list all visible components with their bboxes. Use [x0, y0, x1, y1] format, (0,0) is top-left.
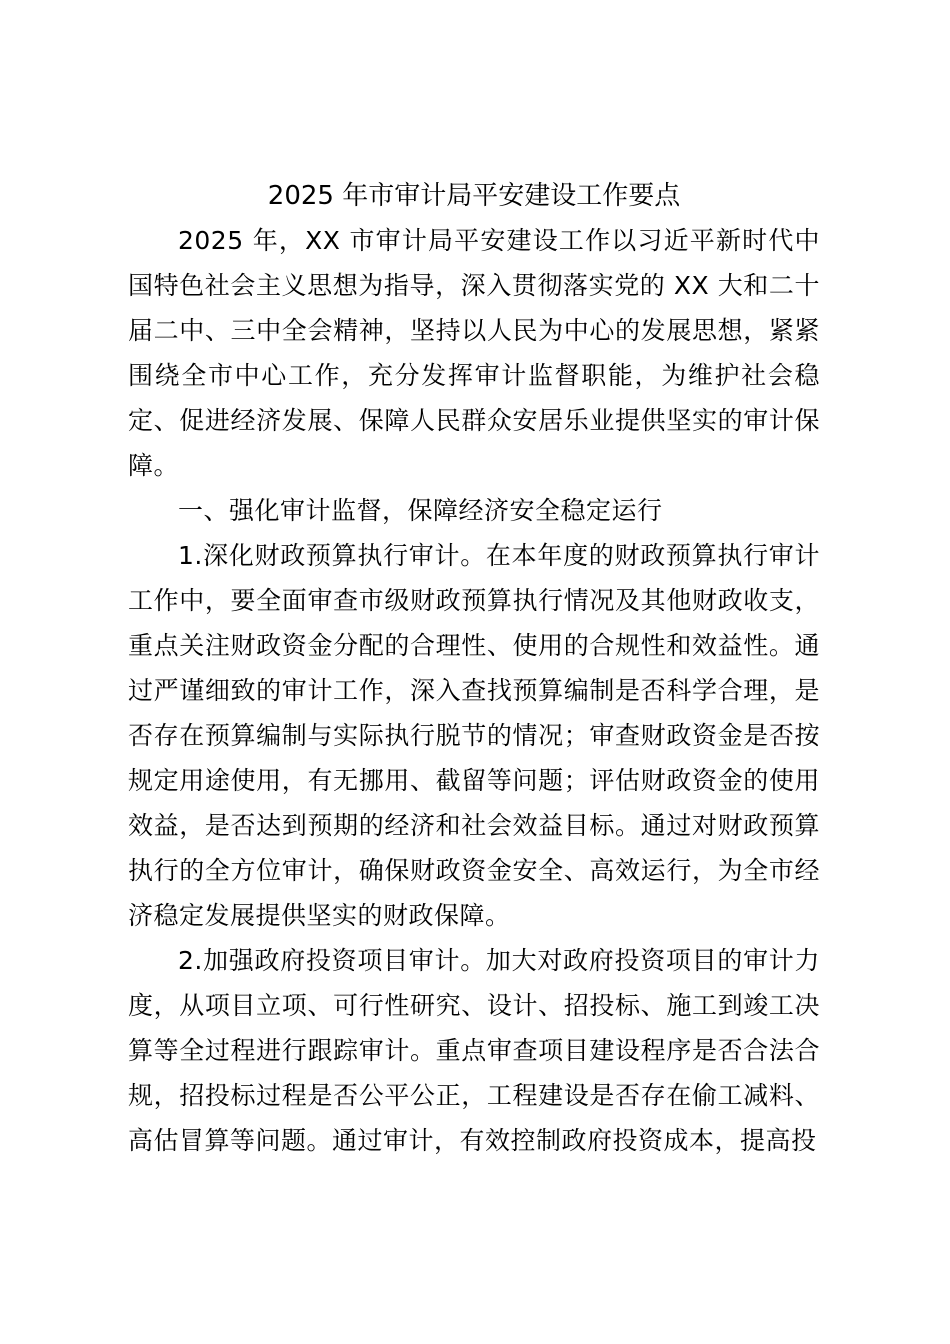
item-paragraph-1: 1.深化财政预算执行审计。在本年度的财政预算执行审计工作中，要全面审查市级财政预算执行情况及其他财政收支，重点关注财政资金分配的合理性、使用的合规性和效益性。通过严谨细致的审计工作，深入查找预算编制是否科学合理，是否存在预算编制与实际执行脱节的情况；审查财政资金是否按规定用途使用，有无挪用、截留等问题；评估财政资金的使用效益，是否达到预期的经济和社会效益目标。通过对财政预算执行的全方位审计，确保财政资金安全、高效运行，为全市经济稳定发展提供坚实的财政保障。 — [128, 541, 820, 930]
document-title: 2025 年市审计局平安建设工作要点 — [267, 181, 681, 211]
item-paragraph-2: 2.加强政府投资项目审计。加大对政府投资项目的审计力度，从项目立项、可行性研究、设计、招投标、施工到竣工决算等全过程进行跟踪审计。重点审查项目建设程序是否合法合规，招投标过程是否公平公正，工程建设是否存在偷工减料、高估冒算等问题。通过审计，有效控制政府投资成本，提高投 — [128, 946, 820, 1155]
intro-paragraph: 2025 年，XX 市审计局平安建设工作以习近平新时代中国特色社会主义思想为指导，深入贯彻落实党的 XX 大和二十届二中、三中全会精神，坚持以人民为中心的发展思想，紧紧围绕全市中心工作，充分发挥审计监督职能，为维护社会稳定、促进经济发展、保障人民群众安居乐业提供坚实的审计保障。 — [128, 226, 820, 480]
document-body — [128, 174, 820, 1163]
section-heading-1: 一、强化审计监督，保障经济安全稳定运行 — [178, 496, 663, 525]
